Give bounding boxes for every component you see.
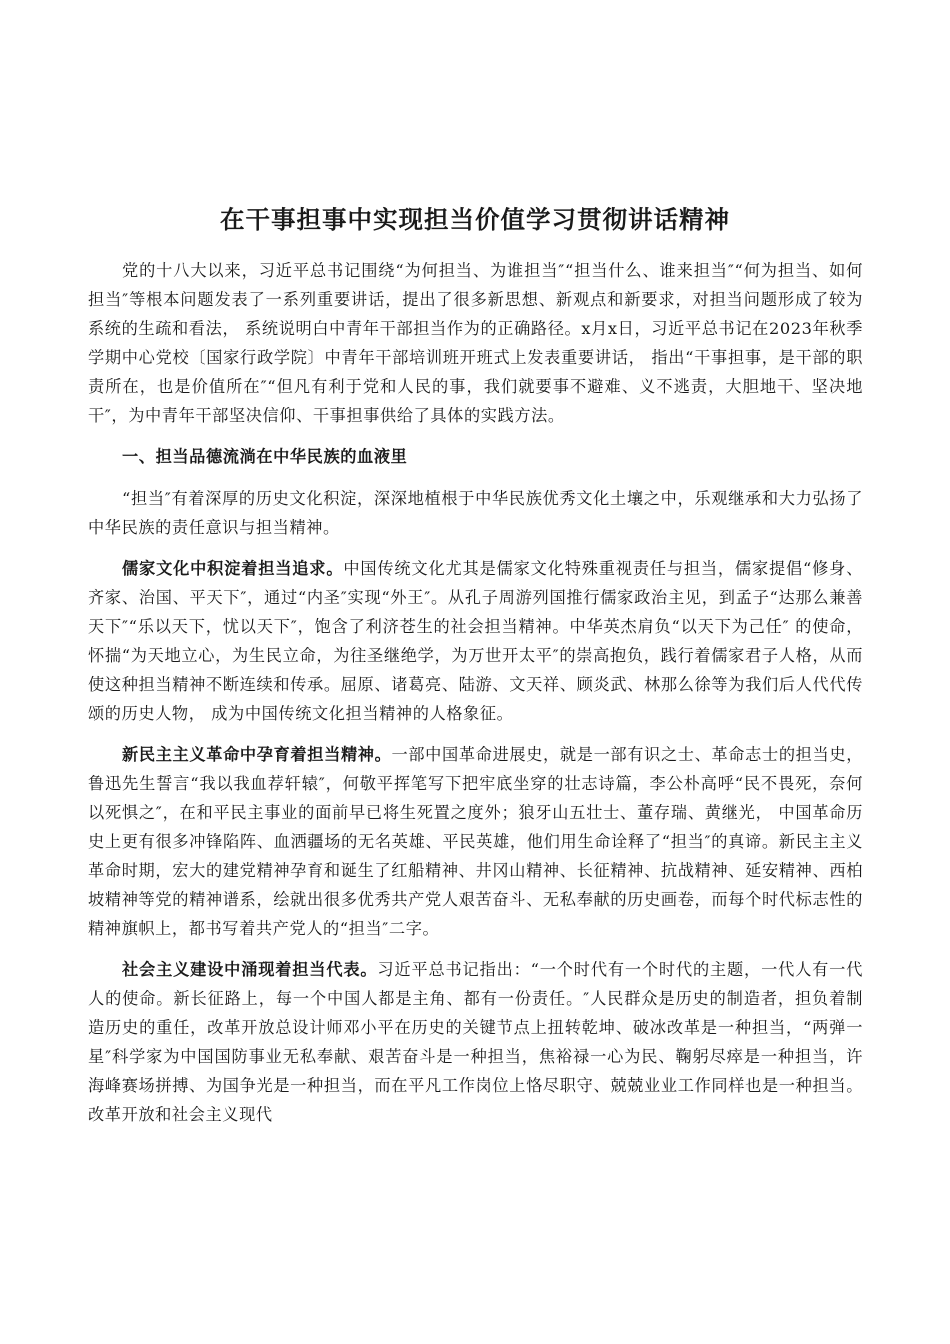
intro-paragraph: 党的十八大以来，习近平总书记围绕“为何担当、为谁担当″“担当什么、谁来担当″“何为担当、如何担当″等根本问题发表了一系列重要讲话，提出了很多新思想、新观点和新要求，对担当问题形成了较为系统的生疏和看法， 系统说明白中青年干部担当作为的正确路径。x月x日，习近平总书记在2023年秋季学期中心党校〔国家行政学院〕中青年干部培训班开班式上发表重要讲话， 指出“干事担事，是干部的职责所在，也是价值所在″“但凡有利于党和人民的事，我们就要事不避难、义不逃责，大胆地干、坚决地干″，为中青年干部坚决信仰、干事担事供给了具体的实践方法。 — [88, 261, 863, 425]
confucian-culture-paragraph — [88, 554, 863, 728]
paragraph-lead: 儒家文化中积淀着担当追求。 — [122, 559, 344, 578]
section-heading: 一、担当品德流淌在中华民族的血液里 — [122, 447, 408, 466]
paragraph-lead: 新民主主义革命中孕育着担当精神。 — [122, 745, 392, 764]
paragraph-text: 一部中国革命进展史，就是一部有识之士、革命志士的担当史，鲁迅先生誓言“我以我血荐轩辕″，何敬平挥笔写下把牢底坐穿的壮志诗篇，李公朴高呼“民不畏死，奈何以死惧之″，在和平民主事业的面前早已将生死置之度外；狼牙山五壮士、董存瑞、黄继光， 中国革命历史上更有很多冲锋陷阵、血洒疆场的无名英雄、平民英雄，他们用生命诠释了“担当″的真谛。新民主主义革命时期，宏大的建党精神孕育和诞生了红船精神、井冈山精神、长征精神、抗战精神、延安精神、西柏坡精神等党的精神谱系，绘就出很多优秀共产党人艰苦奋斗、无私奉献的历史画卷，而每个时代标志性的精神旗帜上，都书写着共产党人的“担当″二字。 — [88, 745, 863, 938]
paragraph-text: 习近平总书记指出：“一个时代有一个时代的主题，一代人有一代人的使命。新长征路上，每一个中国人都是主角、都有一份责任。″人民群众是历史的制造者，担负着制造历史的重任，改革开放总设计师邓小平在历史的关键节点上扭转乾坤、破冰改革是一种担当，“两弹一星″科学家为中国国防事业无私奉献、艰苦奋斗是一种担当，焦裕禄一心为民、鞠躬尽瘁是一种担当，许海峰赛场拼搏、为国争光是一种担当，而在平凡工作岗位上恪尽职守、兢兢业业工作同样也是一种担当。改革开放和社会主义现代 — [88, 960, 863, 1124]
document-body — [88, 256, 863, 1129]
socialist-construction-paragraph — [88, 955, 863, 1129]
section-paragraph: “担当″有着深厚的历史文化积淀，深深地植根于中华民族优秀文化土壤之中，乐观继承和大力弘扬了中华民族的责任意识与担当精神。 — [88, 489, 863, 537]
paragraph-lead: 社会主义建设中涌现着担当代表。 — [122, 960, 378, 979]
revolution-paragraph — [88, 740, 863, 943]
document-title: 在干事担事中实现担当价值学习贯彻讲话精神 — [220, 205, 730, 234]
paragraph-text: 中国传统文化尤其是儒家文化特殊重视责任与担当，儒家提倡“修身、齐家、治国、平天下″，通过“内圣″实现“外王″。从孔子周游列国推行儒家政治主见，到孟子“达那么兼善天下″“乐以天下，忧以天下″，饱含了利济苍生的社会担当精神。中华英杰肩负“以天下为己任″ 的使命，怀揣“为天地立心，为生民立命，为往圣继绝学，为万世开太平″的崇高抱负，践行着儒家君子人格，从而使这种担当精神不断连续和传承。屈原、诸葛亮、陆游、文天祥、顾炎武、林那么徐等为我们后人代代传颂的历史人物， 成为中国传统文化担当精神的人格象征。 — [88, 559, 863, 723]
